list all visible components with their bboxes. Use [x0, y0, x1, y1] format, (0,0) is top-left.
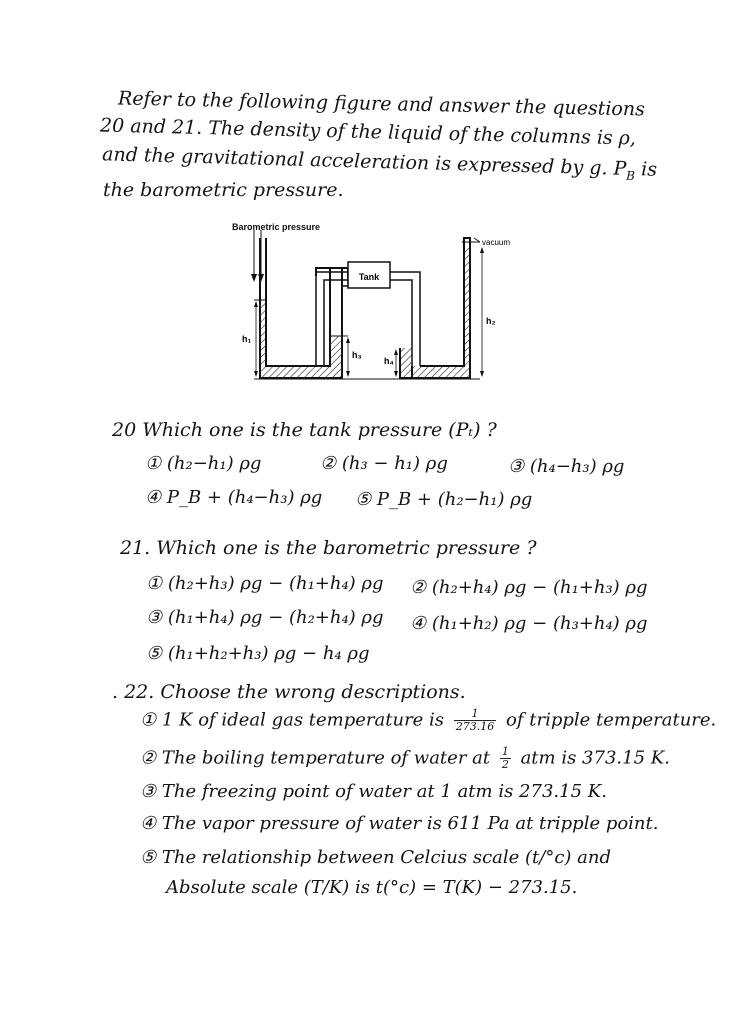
- h3-label: h₃: [352, 350, 362, 360]
- intro-line-2: 20 and 21. The density of the liquid of the columns is ρ,: [99, 114, 637, 150]
- q22-opt1-den: 273.16: [455, 720, 495, 733]
- q22-stem: . 22. Choose the wrong descriptions.: [112, 681, 466, 703]
- left-liquid-left-arm: [260, 300, 266, 378]
- q22-opt2-den: 2: [501, 758, 509, 771]
- q20-option-4: ④ P_B + (h₄−h₃) ρg: [145, 487, 323, 508]
- q21-stem: 21. Which one is the barometric pressure ?: [120, 537, 537, 559]
- q22-option-3: ③ The freezing point of water at 1 atm is 273.15 K.: [140, 781, 607, 802]
- q20-option-2: ② (h₃ − h₁) ρg: [320, 453, 448, 474]
- q20-stem: 20 Which one is the tank pressure (Pₜ) ?: [112, 419, 497, 441]
- u-tube-diagram: [230, 218, 520, 388]
- q22-opt2-post: atm is 373.15 K.: [520, 747, 670, 769]
- q21-option-5: ⑤ (h₁+h₂+h₃) ρg − h₄ ρg: [146, 643, 370, 664]
- left-u-tube: [260, 238, 342, 378]
- q22-option-1: [140, 708, 716, 733]
- h1-label: h₁: [242, 334, 252, 344]
- q21-option-3: ③ (h₁+h₄) ρg − (h₂+h₄) ρg: [146, 607, 384, 628]
- left-liquid-bottom: [266, 366, 330, 378]
- q21-option-1: ① (h₂+h₃) ρg − (h₁+h₄) ρg: [146, 573, 384, 594]
- q22-option-5a: ⑤ The relationship between Celcius scale (t/°c) and: [140, 847, 612, 868]
- q22-opt1-pre: ① 1 K of ideal gas temperature is: [140, 709, 445, 731]
- q22-opt2-num: 1: [501, 745, 509, 758]
- intro-line-3-text: and the gravitational acceleration is expressed by g. P: [101, 143, 627, 180]
- q20-option-5: ⑤ P_B + (h₂−h₁) ρg: [355, 489, 533, 510]
- q22-option-4: ④ The vapor pressure of water is 611 Pa at tripple point.: [140, 813, 659, 834]
- q21-option-2: ② (h₂+h₄) ρg − (h₁+h₃) ρg: [410, 577, 648, 598]
- barometric-pressure-label: Barometric pressure: [232, 222, 321, 232]
- u-tube-figure: [230, 218, 520, 388]
- q20-option-3: ③ (h₄−h₃) ρg: [508, 456, 625, 477]
- left-liquid-right-arm: [330, 336, 342, 378]
- right-liquid-right-arm: [464, 246, 470, 378]
- q22-option-5b: Absolute scale (T/K) is t(°c) = T(K) − 273.15.: [166, 877, 578, 898]
- right-liquid-left-arm: [400, 348, 412, 378]
- right-liquid-bottom: [412, 366, 464, 378]
- intro-line-3-end: is: [634, 158, 658, 181]
- intro-line-4: the barometric pressure.: [103, 179, 344, 201]
- intro-line-3-sub: B: [625, 168, 636, 183]
- h4-label: h₄: [384, 356, 394, 366]
- q22-opt2-pre: ② The boiling temperature of water at: [140, 747, 491, 769]
- h2-label: h₂: [486, 316, 496, 326]
- q20-option-1: ① (h₂−h₁) ρg: [145, 453, 262, 474]
- q22-option-2: [140, 746, 670, 771]
- vacuum-label: vacuum: [482, 238, 511, 247]
- tank-label: Tank: [358, 272, 380, 282]
- q21-option-4: ④ (h₁+h₂) ρg − (h₃+h₄) ρg: [410, 613, 648, 634]
- q22-opt2-fraction: [500, 746, 511, 771]
- q22-opt1-post: of tripple temperature.: [506, 709, 717, 731]
- q22-opt1-num: 1: [454, 708, 497, 721]
- intro-line-1: Refer to the following figure and answer the questions: [117, 87, 646, 121]
- q22-opt1-fraction: [454, 708, 497, 733]
